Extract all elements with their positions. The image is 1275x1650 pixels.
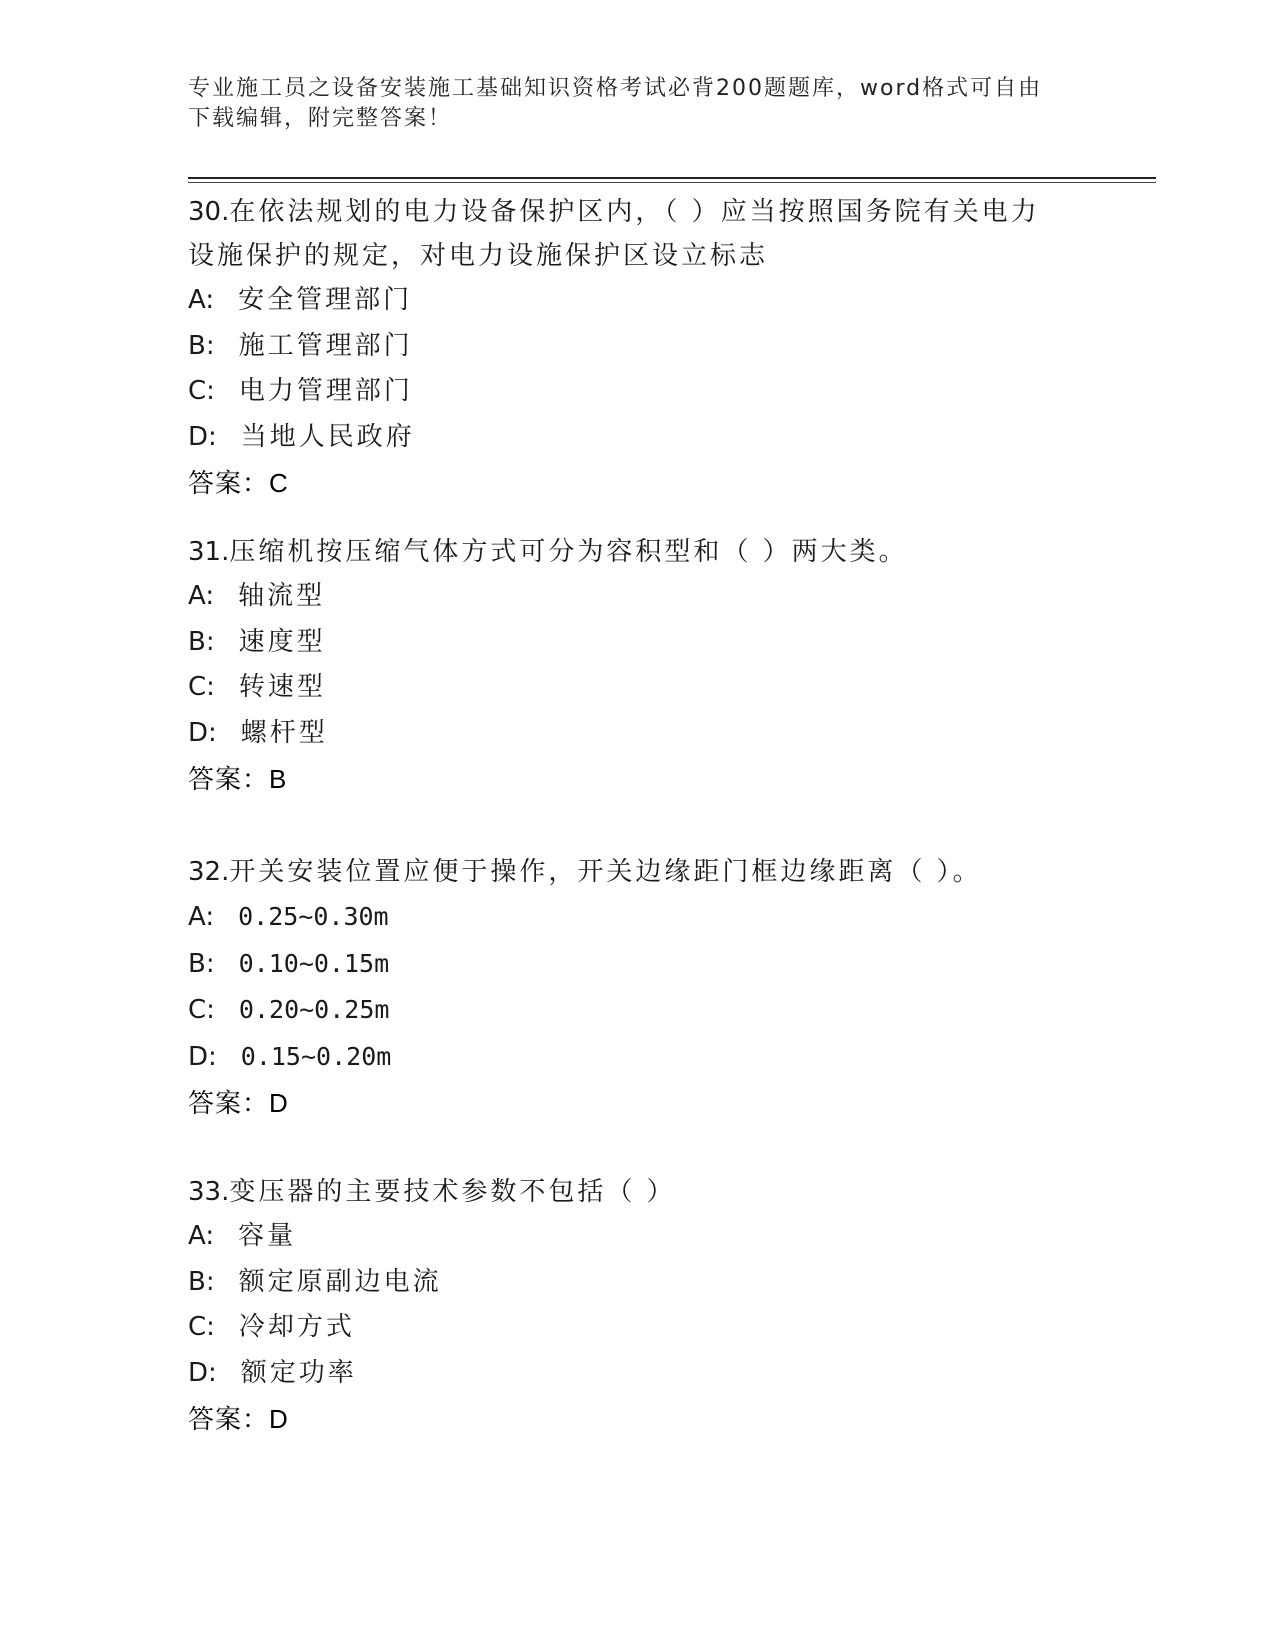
option-text: 当地人民政府	[240, 421, 415, 452]
answer-line	[188, 460, 1088, 507]
question-stem	[188, 1170, 1088, 1214]
option-text: 轴流型	[238, 581, 326, 611]
question-stem	[188, 530, 1088, 574]
answer-label: 答案：	[188, 469, 270, 499]
answer-line	[188, 1396, 1088, 1443]
question-33	[188, 1170, 1088, 1443]
option-c	[188, 1305, 1088, 1351]
option-text: 螺杆型	[240, 717, 328, 748]
option-c	[188, 665, 1088, 711]
option-letter: B:	[188, 626, 215, 657]
answer-label: 答案：	[188, 1089, 270, 1119]
option-text: 转速型	[238, 672, 326, 702]
option-letter: D:	[188, 717, 217, 748]
option-b	[188, 1260, 1088, 1306]
question-stem	[188, 190, 1088, 278]
header-line-2: 下载编辑，附完整答案！	[188, 106, 453, 131]
question-30	[188, 190, 1088, 507]
question-32	[188, 850, 1088, 1127]
question-text-line-1: 变压器的主要技术参数不包括（ ）	[229, 1177, 676, 1207]
options-list	[188, 574, 1088, 756]
option-c	[188, 987, 1088, 1034]
option-letter: C:	[188, 1312, 215, 1342]
answer-value: D	[269, 1088, 289, 1118]
option-a	[188, 574, 1088, 620]
answer-label: 答案：	[188, 1405, 270, 1435]
options-list	[188, 894, 1088, 1080]
option-d	[188, 1351, 1088, 1397]
question-number: 31.	[188, 537, 230, 567]
option-text: 施工管理部门	[238, 330, 413, 361]
option-a	[188, 894, 1088, 941]
option-letter: D:	[188, 1357, 217, 1388]
option-letter: A:	[188, 902, 215, 932]
option-text: 额定功率	[240, 1357, 357, 1388]
option-letter: B:	[188, 948, 215, 979]
option-a	[188, 278, 1088, 324]
question-text-line-2: 设施保护的规定，对电力设施保护区设立标志	[188, 241, 769, 271]
header-line-1: 专业施工员之设备安装施工基础知识资格考试必背200题题库，word格式可自由	[188, 76, 1043, 101]
option-a	[188, 1214, 1088, 1260]
option-letter: D:	[188, 1041, 217, 1072]
option-letter: A:	[188, 285, 215, 315]
question-stem	[188, 850, 1088, 894]
option-letter: B:	[188, 330, 215, 361]
option-d	[188, 1034, 1088, 1081]
option-text: 安全管理部门	[238, 285, 413, 315]
question-number: 33.	[188, 1177, 230, 1207]
options-list	[188, 1214, 1088, 1396]
option-letter: A:	[188, 1221, 215, 1251]
answer-line	[188, 1080, 1088, 1127]
option-b	[188, 324, 1088, 370]
header-divider-thick	[188, 177, 1156, 179]
option-text: 冷却方式	[238, 1312, 355, 1342]
option-b	[188, 620, 1088, 666]
option-letter: A:	[188, 581, 215, 611]
option-letter: C:	[188, 672, 215, 702]
option-letter: C:	[188, 995, 215, 1025]
option-letter: C:	[188, 376, 215, 406]
answer-value: D	[269, 1404, 289, 1434]
option-text: 0.20~0.25m	[238, 995, 390, 1024]
option-text: 0.25~0.30m	[238, 902, 389, 931]
option-text: 0.15~0.20m	[240, 1041, 392, 1071]
option-letter: B:	[188, 1266, 215, 1297]
answer-value: B	[269, 764, 288, 794]
document-header	[188, 74, 1068, 134]
option-text: 电力管理部门	[238, 376, 413, 406]
option-c	[188, 369, 1088, 415]
option-text: 容量	[238, 1221, 297, 1251]
option-text: 速度型	[238, 626, 326, 657]
options-list	[188, 278, 1088, 460]
answer-label: 答案：	[188, 765, 270, 795]
option-text: 0.10~0.15m	[238, 948, 390, 978]
question-number: 30.	[188, 197, 230, 227]
header-divider-thin	[188, 182, 1156, 183]
option-text: 额定原副边电流	[238, 1266, 442, 1297]
option-b	[188, 941, 1088, 988]
answer-line	[188, 756, 1088, 803]
question-31	[188, 530, 1088, 803]
question-text-line-1: 开关安装位置应便于操作，开关边缘距门框边缘距离（ ）。	[229, 857, 982, 887]
option-letter: D:	[188, 421, 217, 452]
question-text-line-1: 压缩机按压缩气体方式可分为容积型和（ ）两大类。	[229, 537, 908, 567]
option-d	[188, 415, 1088, 461]
option-d	[188, 711, 1088, 757]
question-text-line-1: 在依法规划的电力设备保护区内，（ ）应当按照国务院有关电力	[229, 197, 1040, 227]
question-number: 32.	[188, 857, 230, 887]
answer-value: C	[269, 468, 289, 498]
